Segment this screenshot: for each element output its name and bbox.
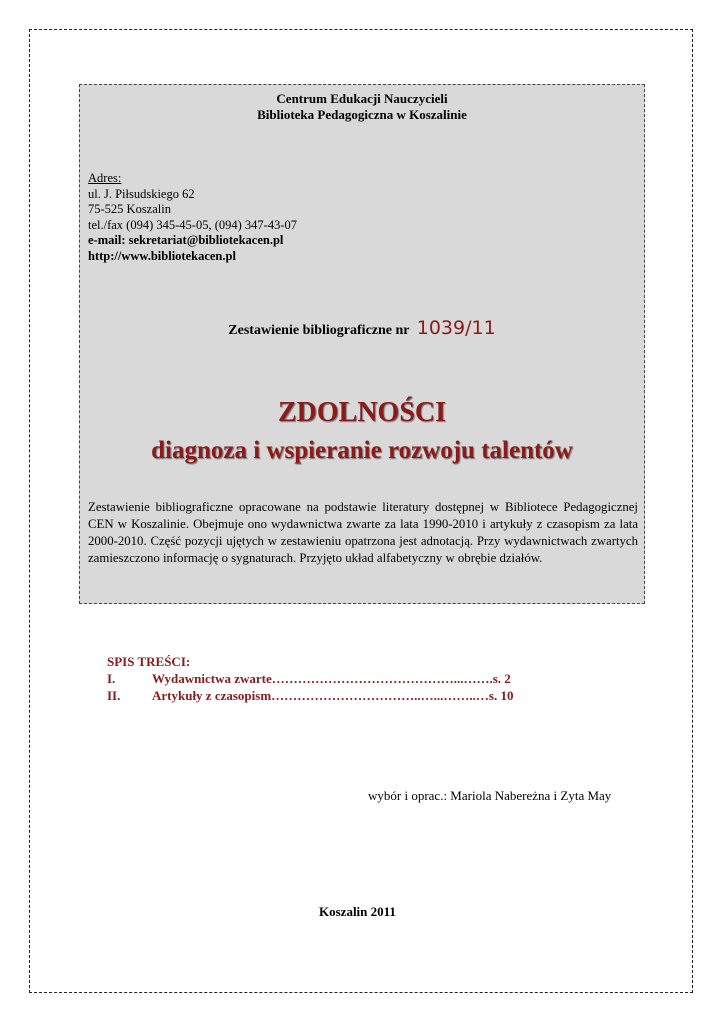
- institution-name: Centrum Edukacji Nauczycieli: [276, 91, 448, 106]
- compilation-number: 1039/11: [416, 317, 496, 339]
- address-block: [88, 171, 297, 264]
- toc-item-number: I.: [107, 671, 116, 686]
- address-web[interactable]: http://www.bibliotekacen.pl: [88, 248, 236, 263]
- document-subtitle: diagnoza i wspieranie rozwoju talentów: [151, 437, 573, 464]
- toc-item-text: Artykuły z czasopism……………………………..…...……..…s. 10: [152, 688, 514, 703]
- credits: wybór i oprac.: Mariola Nabereżna i Zyta May: [368, 788, 612, 803]
- info-box: [79, 84, 645, 604]
- place-year: Koszalin 2011: [319, 904, 396, 919]
- library-name: Biblioteka Pedagogiczna w Koszalinie: [257, 107, 467, 122]
- toc-item-number: II.: [107, 688, 121, 703]
- address-phone: tel./fax (094) 345-45-05, (094) 347-43-07: [88, 217, 297, 232]
- table-of-contents: [107, 653, 513, 704]
- address-city: 75-525 Koszalin: [88, 202, 171, 216]
- compilation-line: [80, 317, 644, 339]
- toc-item[interactable]: [107, 687, 513, 704]
- address-email[interactable]: e-mail: sekretariat@bibliotekacen.pl: [88, 233, 284, 247]
- compilation-label: Zestawienie bibliograficzne nr: [228, 323, 410, 338]
- toc-item[interactable]: [107, 670, 513, 687]
- toc-heading: SPIS TREŚCI:: [107, 654, 191, 669]
- document-title: ZDOLNOŚCI: [277, 397, 447, 428]
- address-label: Adres:: [88, 171, 122, 185]
- address-street: ul. J. Piłsudskiego 62: [88, 186, 195, 201]
- description-paragraph: Zestawienie bibliograficzne opracowane na podstawie literatury dostępnej w Bibliotece Pedagogicznej CEN w Koszalinie. Obejmuje ono wydawnictwa zwarte za lata 1990-2010 i artykuły z czasopism za lata 2000-2010. Część pozycji ujętych w zestawieniu opatrzona jest adnotacją. Przy wydawnictwach zwartych zamieszczono informację o sygnaturach. Przyjęto układ alfabetyczny w obrębie działów.: [88, 500, 638, 565]
- toc-item-text: Wydawnictwa zwarte……………………………………...…….s. 2: [152, 671, 511, 686]
